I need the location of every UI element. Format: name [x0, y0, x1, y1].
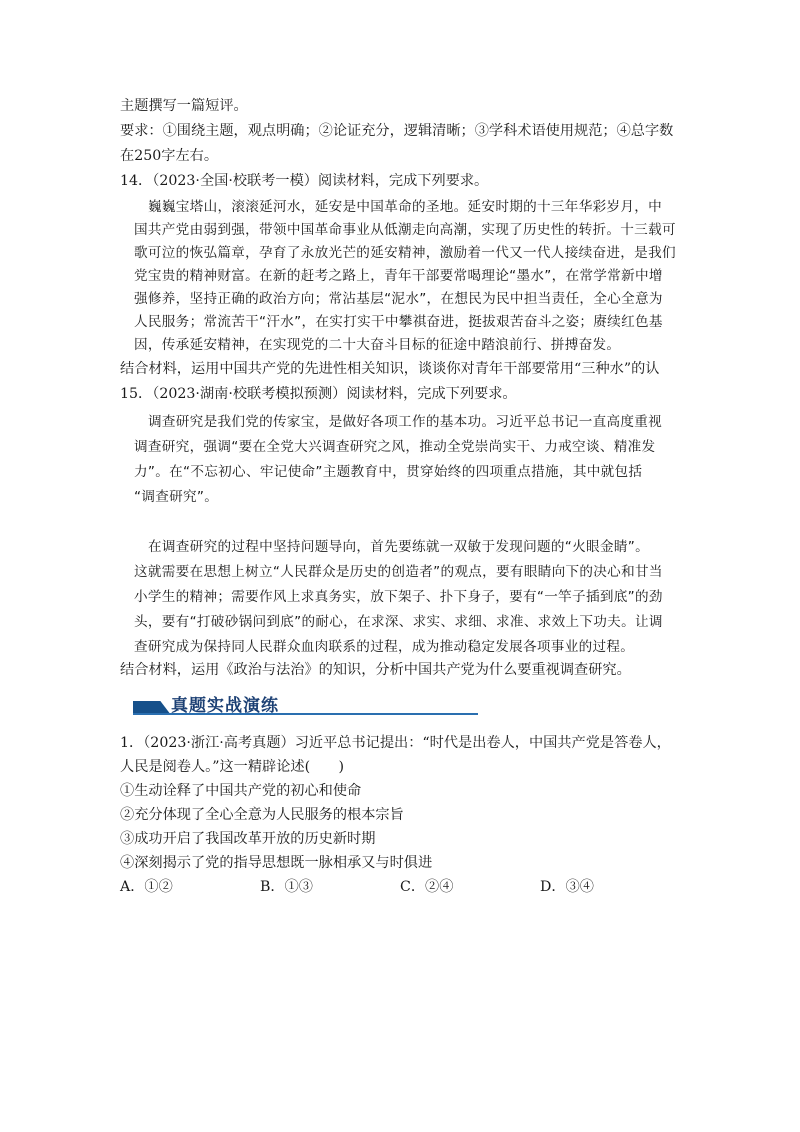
material-line: 强修养，坚持正确的政治方向；常沾基层“泥水”，在想民为民中担当责任，全心全意为	[134, 291, 663, 307]
material-line: 党宝贵的精神财富。在新的赶考之路上，青年干部要常喝理论“墨水”，在常学常新中增	[134, 268, 663, 284]
requirements-line: 要求：①围绕主题，观点明确；②论证充分，逻辑清晰；③学科术语使用规范；④总字数	[120, 123, 674, 139]
material-line: 这就需要在思想上树立“人民群众是历史的创造者”的观点，要有眼睛向下的决心和甘当	[134, 564, 663, 580]
material-line: 人民服务；常流苦干“汗水”，在实打实干中攀祺奋进，挺拔艰苦奋斗之姿；赓续红色基	[134, 314, 663, 330]
statement-2: ②充分体现了全心全意为人民服务的根本宗旨	[120, 807, 404, 823]
material-line: 调查研究是我们党的传家宝，是做好各项工作的基本功。习近平总书记一直高度重视	[148, 414, 663, 430]
option-b[interactable]: B．①③	[260, 879, 313, 895]
statement-4: ④深刻揭示了党的指导思想既一脉相承又与时俱进	[120, 855, 433, 871]
question-14-prompt: 结合材料，运用中国共产党的先进性相关知识，谈谈你对青年干部要常用“三种水”的认	[120, 361, 660, 377]
statement-1: ①生动诠释了中国共产党的初心和使命	[120, 783, 362, 799]
question-1-stem: 1．（2023·浙江·高考真题）习近平总书记提出：“时代是出卷人，中国共产党是答卷人，	[120, 735, 671, 751]
option-c[interactable]: C．②④	[400, 879, 454, 895]
question-1-stem-cont: 人民是阅卷人。”这一精辟论述( )	[120, 759, 345, 775]
section-banner	[133, 695, 478, 717]
statement-3: ③成功开启了我国改革开放的历史新时期	[120, 831, 376, 847]
material-line: 力”。在“不忘初心、牢记使命”主题教育中，贯穿始终的四项重点措施，其中就包括	[134, 464, 643, 480]
question-15-header: 15．（2023·湖南·校联考模拟预测）阅读材料，完成下列要求。	[120, 386, 517, 402]
material-line: 查研究成为保持同人民群众血肉联系的过程，成为推动稳定发展各项事业的过程。	[134, 639, 635, 655]
question-15-prompt: 结合材料，运用《政治与法治》的知识，分析中国共产党为什么要重视调查研究。	[120, 662, 631, 678]
material-line: 头，要有“打破砂锅问到底”的耐心，在求深、求实、求细、求准、求效上下功夫。让调	[134, 614, 663, 630]
material-line: 巍巍宝塔山，滚滚延河水，延安是中国革命的圣地。延安时期的十三年华彩岁月，中	[148, 199, 663, 215]
option-d[interactable]: D．③④	[540, 879, 594, 895]
material-line: 因，传承延安精神，在实现党的二十大奋斗目标的征途中踏浪前行、拼搏奋发。	[134, 337, 621, 353]
material-line: 在调查研究的过程中坚持问题导向，首先要练就一双敏于发现问题的“火眼金睛”。	[148, 539, 649, 555]
section-title: 真题实战演练	[171, 696, 279, 716]
requirements-line-cont: 在250字左右。	[120, 148, 219, 164]
material-line: 国共产党由弱到强，带领中国革命事业从低潮走向高潮，实现了历史性的转折。十三载可	[134, 222, 676, 238]
material-line: 小学生的精神；需要作风上求真务实，放下架子、扑下身子，要有“一竿子插到底”的劲	[134, 589, 663, 605]
material-line: “调查研究”。	[134, 489, 219, 505]
material-line: 调查研究，强调“要在全党大兴调查研究之风，推动全党崇尚实干、力戒空谈、精准发	[134, 439, 656, 455]
text-line: 主题撰写一篇短评。	[120, 98, 248, 114]
question-14-header: 14．（2023·全国·校联考一模）阅读材料，完成下列要求。	[120, 173, 489, 189]
option-a[interactable]: A．①②	[120, 879, 173, 895]
material-line: 歌可泣的恢弘篇章，孕育了永放光芒的延安精神，激励着一代又一代人接续奋进，是我们	[134, 245, 676, 261]
